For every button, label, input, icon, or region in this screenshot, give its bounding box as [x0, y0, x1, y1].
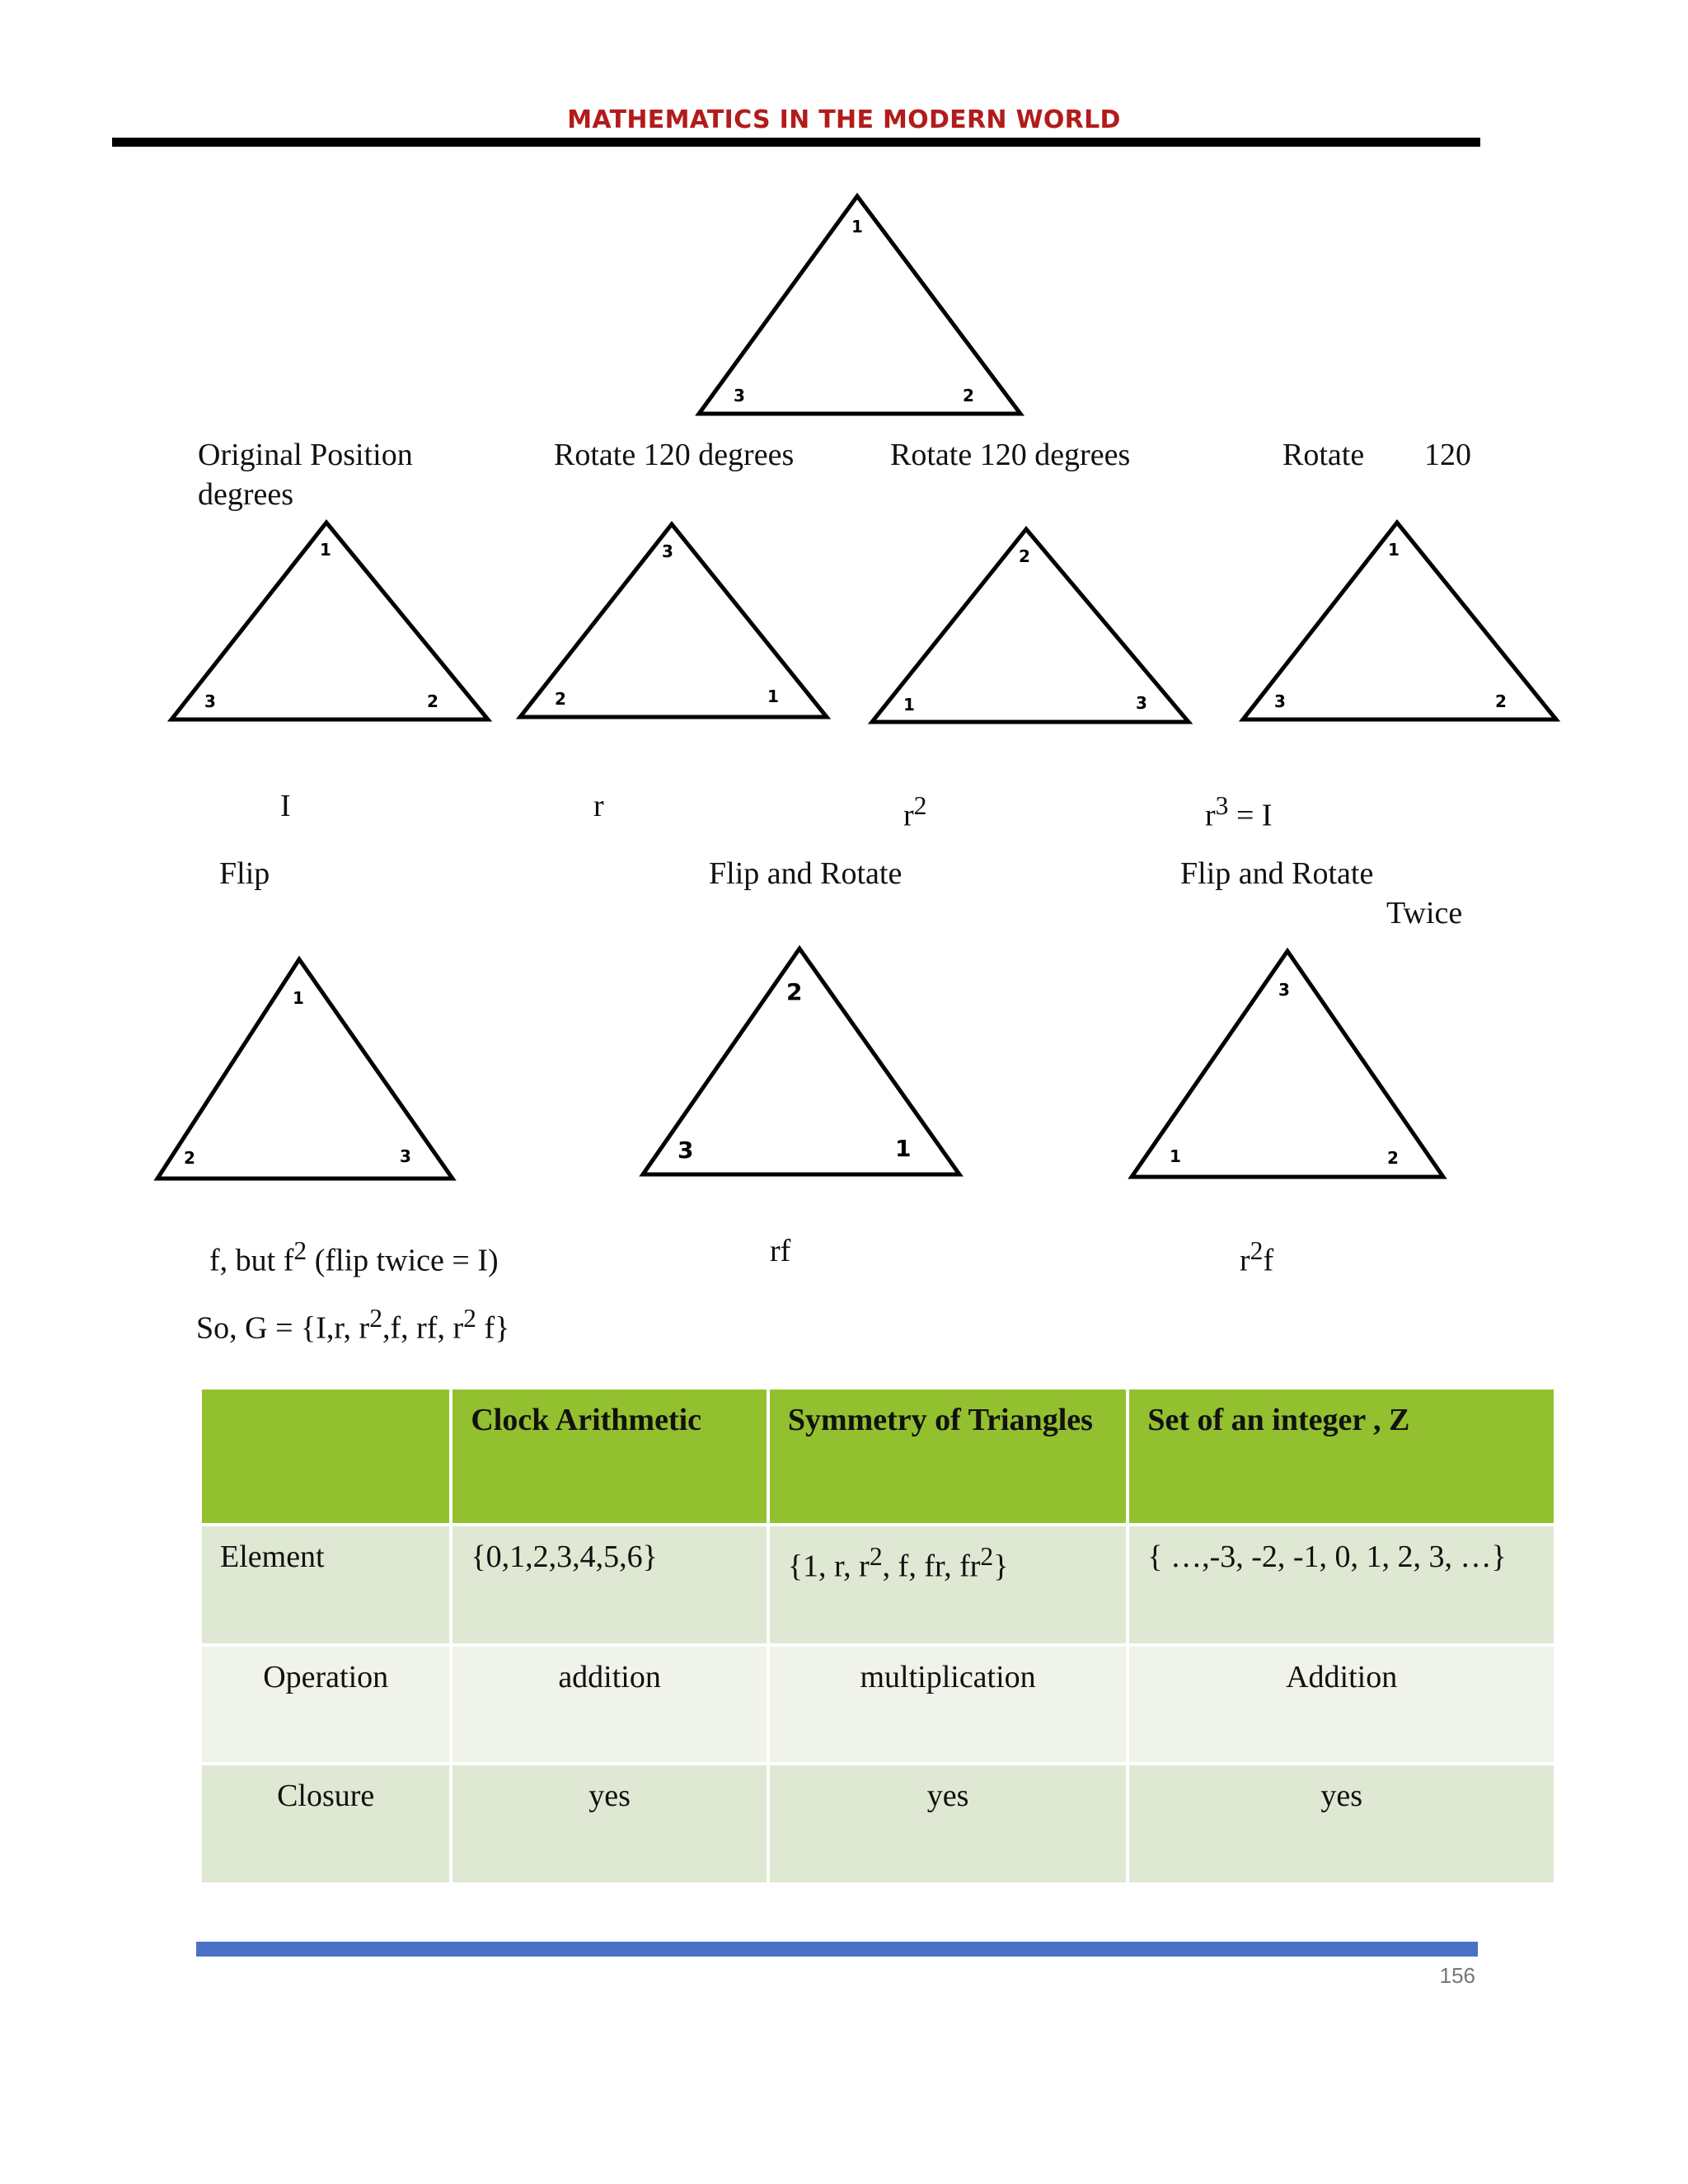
caption-rotate: Rotate	[1282, 438, 1365, 472]
vertex-label-left: 1	[1170, 1146, 1181, 1166]
header-cell-set-of-integers: Set of an integer , Z	[1129, 1390, 1554, 1523]
sym-superscript: 2	[869, 1542, 883, 1571]
triangle-rotate-r2	[865, 524, 1195, 726]
vertex-label-top: 3	[662, 541, 673, 561]
symbol-base: r	[593, 789, 604, 823]
group-comparison-table	[199, 1386, 1557, 1886]
symbol-superscript: 2	[1250, 1236, 1264, 1265]
vertex-label-right: 2	[427, 691, 438, 711]
header-rule	[112, 138, 1480, 147]
triangle-flip-f	[152, 954, 457, 1183]
caption-flip-and-rotate: Flip and Rotate	[709, 856, 903, 891]
cell-symmetry-operation: multiplication	[770, 1647, 1127, 1762]
triangle-rotate-r	[515, 519, 832, 721]
vertex-label-top: 2	[786, 978, 803, 1005]
cell-clock-element: {0,1,2,3,4,5,6}	[452, 1526, 766, 1643]
caption-flip: Flip	[219, 856, 270, 891]
triangle-flip-rotate-rf	[638, 944, 964, 1179]
table-header-row	[202, 1390, 1554, 1523]
vertex-label-right: 2	[1387, 1148, 1399, 1168]
table-row-closure	[202, 1765, 1554, 1882]
symbol-rf	[770, 1231, 790, 1271]
vertex-label-top: 1	[1388, 540, 1400, 560]
symbol-pre: rf	[770, 1234, 791, 1268]
group-superscript: 2	[369, 1304, 383, 1333]
row-label-closure: Closure	[202, 1765, 449, 1882]
vertex-label-top: 1	[851, 217, 863, 237]
vertex-label-left: 3	[678, 1137, 694, 1164]
group-superscript: 2	[463, 1304, 476, 1333]
row-label-element: Element	[202, 1526, 449, 1643]
symbol-pre: r	[1240, 1243, 1250, 1278]
caption-120: 120	[1424, 438, 1471, 472]
group-definition	[196, 1299, 509, 1348]
cell-clock-operation: addition	[452, 1647, 766, 1762]
caption-twice-wrap: Twice	[1386, 896, 1463, 930]
vertex-label-right: 2	[1495, 691, 1507, 711]
vertex-label-top: 1	[320, 540, 331, 560]
vertex-label-right: 3	[400, 1146, 411, 1166]
cell-clock-closure: yes	[452, 1765, 766, 1882]
vertex-label-left: 2	[184, 1148, 195, 1168]
caption-degrees-wrap: degrees	[198, 477, 294, 512]
symbol-post: f	[1263, 1243, 1274, 1278]
group-text-mid: ,f, rf, r	[382, 1310, 464, 1346]
symbol-pre: f, but f	[209, 1243, 294, 1278]
caption-flip-and-rotate-twice: Flip and Rotate	[1180, 856, 1374, 891]
vertex-label-right: 3	[1136, 693, 1147, 713]
symbol-tail: = I	[1228, 798, 1273, 833]
triangle-rotate-r3	[1236, 518, 1562, 724]
vertex-label-top: 3	[1278, 980, 1290, 1000]
group-text-pre: So, G = {I,r, r	[196, 1310, 370, 1346]
symbol-r	[593, 786, 604, 826]
cell-integer-closure: yes	[1129, 1765, 1554, 1882]
symbol-base: r	[903, 798, 914, 833]
symbol-base: r	[1205, 798, 1216, 833]
vertex-label-top: 2	[1019, 546, 1030, 566]
triangle-identity	[165, 518, 495, 724]
table-row-operation	[202, 1647, 1554, 1762]
vertex-label-left: 3	[1274, 691, 1286, 711]
vertex-label-right: 1	[895, 1135, 912, 1162]
vertex-label-left: 2	[555, 689, 566, 709]
vertex-label-right: 2	[963, 386, 974, 405]
symbol-r2	[903, 786, 926, 836]
symbol-superscript: 2	[293, 1236, 307, 1265]
top-triangle	[692, 190, 1039, 424]
symbol-base: I	[280, 789, 291, 823]
triangle-flip-rotate-twice-r2f	[1127, 946, 1448, 1181]
symbol-superscript: 2	[913, 791, 927, 820]
symbol-identity	[280, 786, 291, 826]
table-row-element	[202, 1526, 1554, 1643]
header-cell-clock-arithmetic: Clock Arithmetic	[452, 1390, 766, 1523]
sym-text-pre: {1, r, r	[787, 1549, 870, 1584]
symbol-r3-equals-i	[1205, 786, 1273, 836]
sym-text-mid: , f, fr, fr	[882, 1549, 981, 1584]
vertex-label-left: 3	[204, 691, 216, 711]
vertex-label-left: 3	[734, 386, 745, 405]
sym-text-post: }	[993, 1549, 1009, 1584]
header-cell-symmetry-of-triangles: Symmetry of Triangles	[770, 1390, 1127, 1523]
caption-rotate-120-b: Rotate 120 degrees	[890, 438, 1131, 472]
header-cell-empty	[202, 1390, 449, 1523]
vertex-label-top: 1	[293, 988, 304, 1008]
vertex-label-left: 1	[903, 695, 915, 715]
page-header-title: MATHEMATICS IN THE MODERN WORLD	[567, 105, 1121, 134]
symbol-superscript: 3	[1215, 791, 1229, 820]
cell-integer-element: { …,-3, -2, -1, 0, 1, 2, 3, …}	[1129, 1526, 1554, 1643]
row-label-operation: Operation	[202, 1647, 449, 1762]
group-text-post: f}	[476, 1310, 510, 1346]
page-number: 156	[1439, 1963, 1475, 1988]
vertex-label-right: 1	[767, 687, 779, 706]
symbol-f-flip-twice	[209, 1231, 499, 1281]
cell-symmetry-element	[770, 1526, 1127, 1643]
footer-rule	[196, 1942, 1478, 1957]
caption-original-position: Original Position	[198, 438, 413, 472]
caption-rotate-120-a: Rotate 120 degrees	[554, 438, 795, 472]
cell-integer-operation: Addition	[1129, 1647, 1554, 1762]
cell-symmetry-closure: yes	[770, 1765, 1127, 1882]
symbol-post: (flip twice = I)	[307, 1243, 499, 1278]
sym-superscript: 2	[980, 1542, 994, 1571]
symbol-r2f	[1240, 1231, 1273, 1281]
